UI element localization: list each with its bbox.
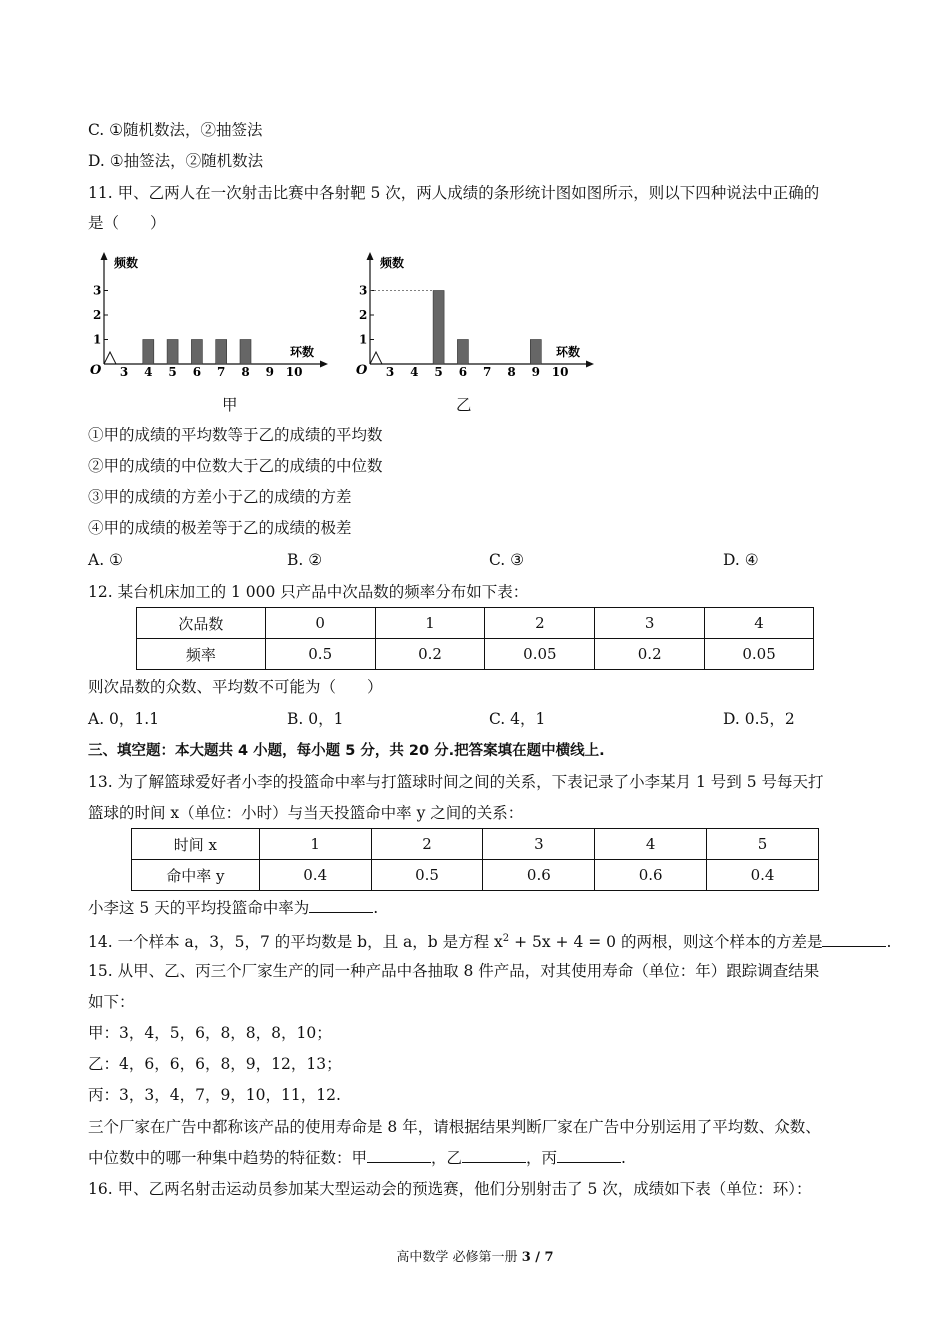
table-row [132,860,819,891]
q12-option-b: B. 0，1 [287,710,344,728]
q14-question [88,929,891,952]
table-row [137,639,814,670]
answer-blank[interactable] [557,1148,621,1163]
x-tick-label: 10 [285,365,303,376]
table-cell: 次品数 [137,608,266,639]
table-cell: 0.2 [595,639,705,670]
x-tick-label: 5 [434,365,443,376]
table-cell: 1 [259,829,371,860]
x-tick-label: 6 [458,365,468,376]
table-cell: 0.5 [265,639,375,670]
y-axis-label: 频数 [380,256,405,270]
axis-break-mark [104,352,116,364]
table-cell: 2 [485,608,595,639]
axis-break-mark [370,352,382,364]
q10-option-d: D. ①抽签法，②随机数法 [88,152,264,170]
q15-stem-line6: 三个厂家在广告中都称该产品的使用寿命是 8 年，请根据结果判断厂家在广告中分别运用了平均数、众数、 [88,1118,821,1136]
x-axis-arrow [586,361,594,368]
bar [191,340,202,365]
q12-option-a: A. 0，1.1 [88,710,160,728]
table-cell: 2 [371,829,483,860]
x-axis-arrow [320,361,328,368]
x-tick-label: 6 [192,365,202,376]
table-cell: 0.6 [595,860,707,891]
origin-label: O [356,363,368,376]
x-tick-label: 9 [265,365,274,376]
table-row [137,608,814,639]
q11-option-a: A. ① [88,551,123,569]
x-tick-label: 5 [168,365,177,376]
x-tick-label: 4 [144,365,153,376]
q13-question-text: 小李这 5 天的平均投篮命中率为 [88,899,310,917]
bar [216,340,227,365]
table-row [132,829,819,860]
table-cell: 0.5 [371,860,483,891]
x-tick-label: 9 [531,365,540,376]
bar [167,340,178,365]
x-tick-label: 8 [241,365,250,376]
answer-blank[interactable] [367,1148,431,1163]
q15-data-jia: 甲：3，4，5，6，8，8，8，10； [88,1024,332,1042]
bar [530,340,541,365]
table-cell: 3 [595,608,705,639]
answer-blank[interactable] [309,898,373,913]
q12-option-d: D. 0.5，2 [723,710,795,728]
y-axis-arrow [101,252,108,260]
y-axis-label: 频数 [114,256,139,270]
q13-end: . [373,899,379,917]
q13-data-table [131,828,819,891]
q10-option-c: C. ①随机数法，②抽签法 [88,121,263,139]
page-footer [0,1246,950,1265]
y-tick-label: 2 [359,308,368,322]
q13-stem-line1: 13. 为了解篮球爱好者小李的投篮命中率与打篮球时间之间的关系，下表记录了小李某月 1 号到 5 号每天打 [88,773,824,791]
table-cell: 5 [707,829,819,860]
q11-stem-line2: 是（ ） [88,214,166,232]
table-cell: 4 [705,608,814,639]
q15-text-b: ，乙 [431,1149,463,1167]
table-cell: 3 [483,829,595,860]
x-axis-label: 环数 [290,345,315,359]
x-tick-label: 3 [385,365,395,376]
bar-chart-jia [84,248,334,376]
y-tick-label: 1 [93,332,102,347]
x-tick-label: 7 [483,365,492,376]
q15-question [88,1148,626,1168]
chart-yi-caption: 乙 [456,396,472,414]
q11-stem-line1: 11. 甲、乙两人在一次射击比赛中各射靶 5 次，两人成绩的条形统计图如图所示，则以下四种说法中正确的 [88,184,820,202]
y-tick-label: 3 [359,283,368,298]
q11-option-b: B. ② [287,551,323,569]
x-tick-label: 8 [507,365,516,376]
table-cell: 0.2 [375,639,485,670]
q15-stem-line2: 如下： [88,993,135,1011]
answer-blank[interactable] [462,1148,526,1163]
q11-statement-1: ①甲的成绩的平均数等于乙的成绩的平均数 [88,426,383,444]
origin-label: O [90,363,102,376]
q14-end: . [886,933,892,952]
bar [457,340,468,365]
chart-jia-caption: 甲 [222,396,238,414]
table-cell: 4 [595,829,707,860]
q16-stem-line1: 16. 甲、乙两名射击运动员参加某大型运动会的预选赛，他们分别射击了 5 次，成绩如下表（单位：环）： [88,1180,812,1198]
bar [433,291,444,365]
section-heading-fill-in: 三、填空题：本大题共 4 小题，每小题 5 分，共 20 分.把答案填在题中横线上. [88,743,605,759]
table-cell: 0.05 [485,639,595,670]
q13-question [88,898,378,918]
table-cell: 频率 [137,639,266,670]
q13-stem-line2: 篮球的时间 x（单位：小时）与当天投篮命中率 y 之间的关系： [88,804,524,822]
table-cell: 命中率 y [132,860,260,891]
q11-statement-2: ②甲的成绩的中位数大于乙的成绩的中位数 [88,457,383,475]
table-cell: 时间 x [132,829,260,860]
table-cell: 0.4 [707,860,819,891]
y-axis-arrow [367,252,374,260]
y-tick-label: 3 [93,283,102,298]
footer-text: 高中数学 必修第一册 [396,1250,522,1265]
x-tick-label: 4 [410,365,419,376]
q12-question: 则次品数的众数、平均数不可能为（ ） [88,678,383,696]
q14-exponent: 2 [502,933,510,944]
y-tick-label: 1 [359,332,368,347]
q11-option-c: C. ③ [489,551,525,569]
table-cell: 1 [375,608,485,639]
bar [240,340,251,365]
x-tick-label: 3 [119,365,129,376]
q11-statement-3: ③甲的成绩的方差小于乙的成绩的方差 [88,488,352,506]
q15-text-a: 中位数中的哪一种集中趋势的特征数：甲 [88,1149,368,1167]
q15-text-d: . [621,1149,626,1167]
answer-blank[interactable] [822,932,886,947]
y-tick-label: 2 [93,308,102,322]
bar [143,340,154,365]
q15-data-yi: 乙：4，6，6，6，8，9，12，13； [88,1055,342,1073]
x-tick-label: 7 [217,365,226,376]
table-cell: 0.4 [259,860,371,891]
x-tick-label: 10 [551,365,569,376]
table-cell: 0 [265,608,375,639]
table-cell: 0.05 [705,639,814,670]
q15-text-c: ，丙 [526,1149,558,1167]
q12-frequency-table [136,607,814,670]
x-axis-label: 环数 [556,345,581,359]
table-cell: 0.6 [483,860,595,891]
q12-option-c: C. 4，1 [489,710,546,728]
bar-chart-yi [350,248,600,376]
q14-text-b: + 5x + 4 = 0 的两根，则这个样本的方差是 [509,933,823,952]
q14-text-a: 14. 一个样本 a，3，5，7 的平均数是 b，且 a，b 是方程 x [88,933,503,952]
q11-statement-4: ④甲的成绩的极差等于乙的成绩的极差 [88,519,352,537]
q11-option-d: D. ④ [723,551,759,569]
q12-stem: 12. 某台机床加工的 1 000 只产品中次品数的频率分布如下表： [88,583,529,601]
q15-stem-line1: 15. 从甲、乙、丙三个厂家生产的同一种产品中各抽取 8 件产品，对其使用寿命（单位：年）跟踪调查结果 [88,962,820,980]
q15-data-bing: 丙：3，3，4，7，9，10，11，12. [88,1086,341,1104]
page-number: 3 / 7 [521,1250,554,1265]
